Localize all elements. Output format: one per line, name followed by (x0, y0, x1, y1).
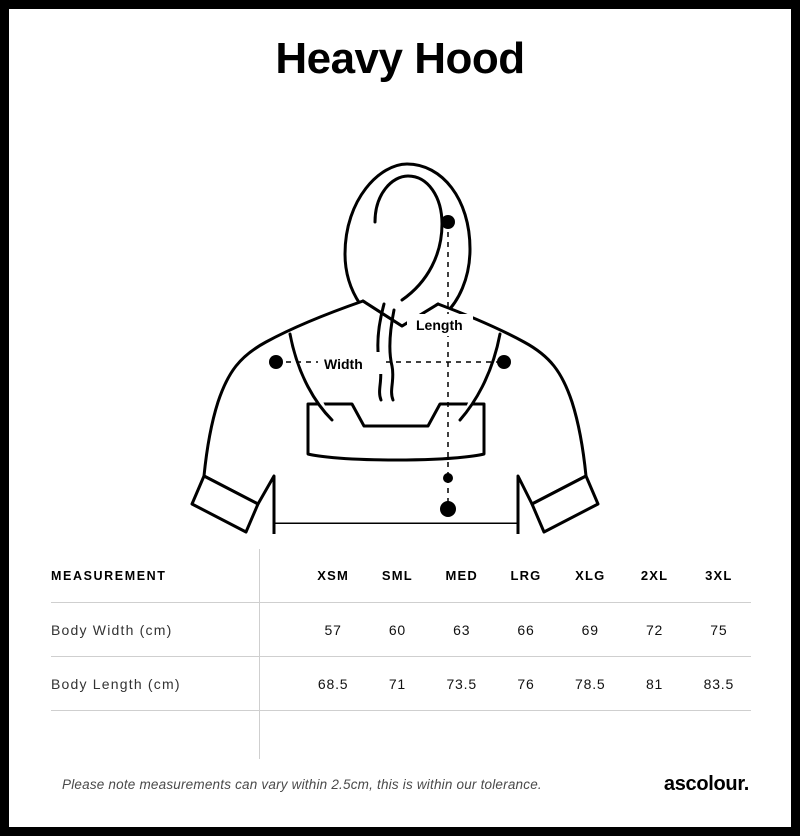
cell-body-width-xsm: 57 (324, 621, 342, 638)
garment-illustration (9, 104, 791, 534)
header-size-lrg: LRG (510, 568, 542, 583)
hoodie-drawing (170, 104, 630, 534)
cell-body-length-lrg: 76 (517, 675, 535, 692)
length-label: Length (416, 317, 463, 333)
header-size-3xl: 3XL (705, 568, 733, 583)
cell-body-width-lrg: 66 (517, 621, 535, 638)
tolerance-note: Please note measurements can vary within 2.5cm, this is within our tolerance. (62, 777, 542, 792)
cell-body-length-2xl: 81 (645, 675, 664, 692)
header-size-2xl: 2XL (640, 568, 669, 583)
table-divider (51, 710, 751, 711)
page-title: Heavy Hood (275, 34, 525, 83)
cell-body-width-3xl: 75 (710, 621, 728, 638)
header-size-xlg: XLG (575, 568, 606, 583)
cell-body-width-xlg: 69 (581, 621, 599, 638)
cell-body-length-xsm: 68.5 (317, 675, 349, 692)
cell-body-width-2xl: 72 (645, 621, 664, 638)
cell-body-length-xlg: 78.5 (575, 675, 606, 692)
header-size-sml: SML (381, 568, 413, 583)
row-label-body-width: Body Width (cm) (51, 621, 173, 638)
width-label: Width (324, 356, 363, 372)
size-chart-table (51, 549, 751, 711)
header-measurement: MEASUREMENT (51, 568, 167, 583)
table-header-row (51, 549, 751, 602)
table-row (51, 603, 751, 656)
table-row (51, 657, 751, 710)
brand-logo: ascolour. (663, 773, 749, 795)
measurement-table-area (9, 549, 791, 827)
row-label-body-length: Body Length (cm) (51, 675, 181, 692)
cell-body-width-med: 63 (453, 621, 471, 638)
header-size-xsm: XSM (317, 568, 350, 583)
header-size-med: MED (445, 568, 478, 583)
cell-body-length-3xl: 83.5 (703, 675, 735, 692)
cell-body-length-sml: 71 (388, 675, 407, 692)
size-guide-sheet (9, 9, 791, 827)
cell-body-width-sml: 60 (388, 621, 407, 638)
table-vertical-divider (259, 549, 260, 759)
cell-body-length-med: 73.5 (446, 675, 477, 692)
